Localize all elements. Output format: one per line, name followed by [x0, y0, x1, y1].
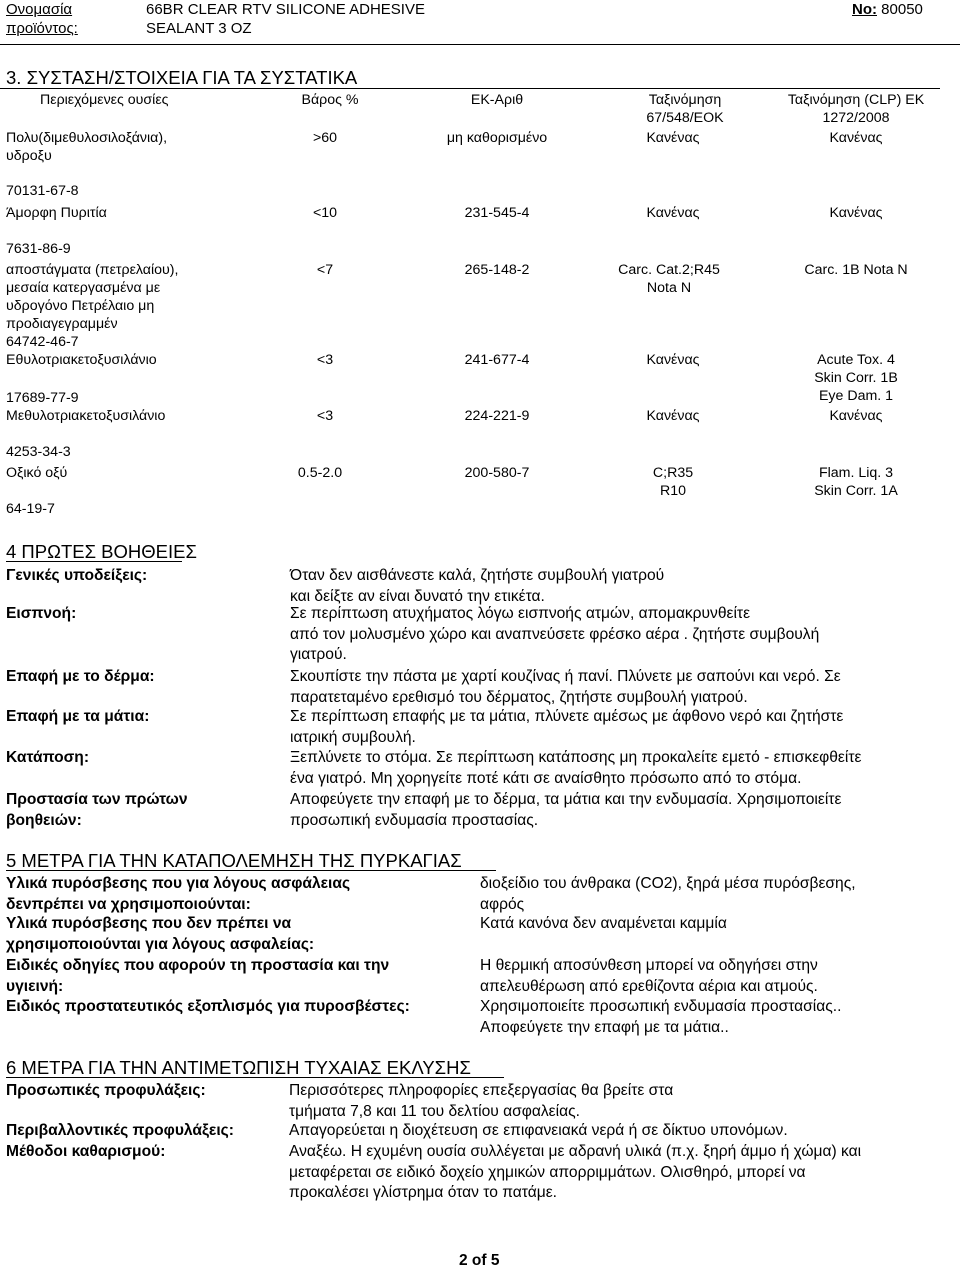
- table-row-name: Οξικό οξύ: [6, 465, 68, 481]
- cleanup-methods-label: Μέθοδοι καθαρισμού:: [6, 1143, 166, 1160]
- table-row-class1-b: Nota N: [646, 280, 692, 296]
- col-class1-b: 67/548/ΕΟΚ: [646, 110, 724, 126]
- first-aid-protection-text: Αποφεύγετε την επαφή με το δέρμα, τα μάτια και την ενδυμασία. Χρησιμοποιείτε προσωπική ενδυμασία προστασίας.: [290, 791, 842, 829]
- document-number: [852, 0, 923, 20]
- table-row-class1: C;R35: [652, 465, 694, 481]
- first-aid-general-label: Γενικές υποδείξεις:: [6, 567, 148, 584]
- table-row-cas: 64-19-7: [6, 501, 55, 517]
- table-row-name: μεσαία κατεργασμένα με: [6, 280, 161, 296]
- table-row-class2: Acute Tox. 4: [817, 352, 895, 368]
- first-aid-skin-text: Σκουπίστε την πάστα με χαρτί κουζίνας ή πανί. Πλύνετε με σαπούνι και νερό. Σε παρατεταμένο ερεθισμό του δέρματος, ζητήστε συμβουλή γιατρού.: [290, 668, 841, 706]
- table-row-name: αποστάγματα (πετρελαίου),: [6, 262, 179, 278]
- section5-title-underline: [6, 870, 496, 871]
- document-number-value: 80050: [881, 1, 923, 18]
- table-row-class2: Carc. 1B Nota N: [804, 262, 908, 278]
- first-aid-protection-label: Προστασία των πρώτων βοηθειών:: [6, 791, 188, 829]
- table-row-ec: 241-677-4: [464, 352, 530, 368]
- table-row-class2-c: Eye Dam. 1: [818, 388, 894, 404]
- table-row-class2: Κανένας: [829, 408, 883, 424]
- personal-precautions-text: Περισσότερες πληροφορίες επεξεργασίας θα βρείτε στα τμήματα 7,8 και 11 του δελτίου ασφαλείας.: [289, 1082, 674, 1120]
- table-row-cas: 17689-77-9: [6, 390, 79, 406]
- product-name-label-2: προϊόντος:: [6, 20, 78, 37]
- table-row-name: υδροξυ: [6, 148, 52, 164]
- section5-title: 5 ΜΕΤΡΑ ΓΙΑ ΤΗΝ ΚΑΤΑΠΟΛΕΜΗΣΗ ΤΗΣ ΠΥΡΚΑΓΙΑΣ: [6, 850, 462, 871]
- firefighter-equipment-label: Ειδικός προστατευτικός εξοπλισμός για πυροσβέστες:: [6, 998, 410, 1015]
- special-instructions-label: Ειδικές οδηγίες που αφορούν τη προστασία και την υγιεινή:: [6, 957, 390, 995]
- first-aid-ingestion-text: Ξεπλύνετε το στόμα. Σε περίπτωση κατάποσης μη προκαλείτε εμετό - επισκεφθείτε ένα γιατρό. Μη χορηγείτε ποτέ κάτι σε αναίσθητο πρόσωπο από το στόμα.: [290, 749, 862, 787]
- table-row-weight: <7: [316, 262, 334, 278]
- environmental-precautions-text: Απαγορεύεται η διοχέτευση σε επιφανειακά νερά ή σε δίκτυο υπονόμων.: [289, 1122, 788, 1139]
- table-row-class2: Κανένας: [829, 130, 883, 146]
- special-instructions-text: Η θερμική αποσύνθεση μπορεί να οδηγήσει στην απελευθέρωση από ερεθίζοντα αέρια και ατμούς.: [480, 957, 818, 995]
- table-row-ec: 200-580-7: [464, 465, 530, 481]
- unsuitable-extinguishing-text: Κατά κανόνα δεν αναμένεται καμμία: [480, 915, 727, 932]
- table-row-ec: μη καθορισμένο: [446, 130, 548, 146]
- first-aid-eyes-label: Επαφή με τα μάτια:: [6, 708, 150, 725]
- first-aid-skin-label: Επαφή με το δέρμα:: [6, 668, 155, 685]
- col-class1: Ταξινόμηση: [648, 92, 722, 108]
- section6-title-underline: [6, 1077, 504, 1078]
- firefighter-equipment-text: Χρησιμοποιείτε προσωπική ενδυμασία προστασίας.. Αποφεύγετε την επαφή με τα μάτια..: [480, 998, 842, 1036]
- col-weight: Βάρος %: [301, 92, 359, 108]
- table-row-class2: Flam. Liq. 3: [818, 465, 894, 481]
- table-row-weight: <3: [316, 352, 334, 368]
- table-row-cas: 70131-67-8: [6, 183, 79, 199]
- document-number-label: No:: [852, 1, 877, 18]
- table-row-cas: 7631-86-9: [6, 241, 71, 257]
- section3-title-divider: [0, 88, 940, 89]
- table-row-class2-b: Skin Corr. 1A: [814, 483, 898, 499]
- table-row-class1-b: R10: [659, 483, 687, 499]
- table-row-class1: Carc. Cat.2;R45: [618, 262, 720, 278]
- col-ec: ΕΚ-Αριθ: [470, 92, 524, 108]
- col-class2: Ταξινόμηση (CLP) ΕΚ: [787, 92, 925, 108]
- col-substance: Περιεχόμενες ουσίες: [40, 92, 169, 108]
- section6-title: 6 ΜΕΤΡΑ ΓΙΑ ΤΗΝ ΑΝΤΙΜΕΤΩΠΙΣΗ ΤΥΧΑΙΑΣ ΕΚΛΥΣΗΣ: [6, 1057, 471, 1078]
- table-row-ec: 224-221-9: [464, 408, 530, 424]
- first-aid-general-text: Όταν δεν αισθάνεστε καλά, ζητήστε συμβουλή γιατρού και δείξτε αν είναι δυνατό την ετικέτα.: [290, 567, 665, 605]
- section4-title-underline: [6, 561, 182, 562]
- first-aid-inhalation-text: Σε περίπτωση ατυχήματος λόγω εισπνοής ατμών, απομακρυνθείτε από τον μολυσμένο χώρο και αναπνεύσετε φρέσκο αέρα . ζητήστε συμβουλή γιατρού.: [290, 605, 820, 663]
- table-row-ec: 265-148-2: [464, 262, 530, 278]
- first-aid-inhalation-label: Εισπνοή:: [6, 605, 77, 622]
- table-row-name: Μεθυλοτριακετοξυσιλάνιο: [6, 408, 166, 424]
- product-name-2: SEALANT 3 OZ: [146, 20, 252, 37]
- table-row-class1: Κανένας: [646, 130, 700, 146]
- table-row-class1: Κανένας: [646, 352, 700, 368]
- table-row-class1: Κανένας: [646, 205, 700, 221]
- first-aid-ingestion-label: Κατάποση:: [6, 749, 90, 766]
- product-name: 66BR CLEAR RTV SILICONE ADHESIVE: [146, 1, 425, 18]
- header-divider: [0, 44, 960, 45]
- table-row-weight: >60: [312, 130, 338, 146]
- table-row-name: Πολυ(διμεθυλοσιλοξάνια),: [6, 130, 168, 146]
- table-row-name: Άμορφη Πυριτία: [6, 205, 107, 221]
- table-row-cas: 4253-34-3: [6, 444, 71, 460]
- table-row-class2: Κανένας: [829, 205, 883, 221]
- table-row-name: προδιαγεγραμμέν: [6, 316, 118, 332]
- col-class2-b: 1272/2008: [822, 110, 890, 126]
- suitable-extinguishing-label: Υλικά πυρόσβεσης που για λόγους ασφάλειας δενπρέπει να χρησιμοποιούνται:: [6, 875, 351, 913]
- environmental-precautions-label: Περιβαλλοντικές προφυλάξεις:: [6, 1122, 234, 1139]
- table-row-ec: 231-545-4: [464, 205, 530, 221]
- table-row-weight: <10: [312, 205, 338, 221]
- personal-precautions-label: Προσωπικές προφυλάξεις:: [6, 1082, 206, 1099]
- table-row-class1: Κανένας: [646, 408, 700, 424]
- section3-title: 3. ΣΥΣΤΑΣΗ/ΣΤΟΙΧΕΙΑ ΓΙΑ ΤΑ ΣΥΣΤΑΤΙΚΑ: [6, 67, 358, 88]
- table-row-name: υδρογόνο Πετρέλαιο μη: [6, 298, 155, 314]
- first-aid-eyes-text: Σε περίπτωση επαφής με τα μάτια, πλύνετε αμέσως με άφθονο νερό και ζητήστε ιατρική συμβουλή.: [290, 708, 844, 746]
- cleanup-methods-text: Αναξέω. Η εχυμένη ουσία συλλέγεται με αδρανή υλικά (π.χ. ξηρή άμμο ή χώμα) και μεταφέρεται σε ειδικό δοχείο χημικών απορριμμάτων. Ολισθηρό, μπορεί να προκαλέσει γλίστρημα όταν το πατάμε.: [289, 1143, 862, 1201]
- suitable-extinguishing-text: διοξείδιο του άνθρακα (CO2), ξηρά μέσα πυρόσβεσης, αφρός: [480, 875, 856, 913]
- product-name-label: Ονομασία: [6, 1, 73, 18]
- table-row-weight: 0.5-2.0: [297, 465, 343, 481]
- table-row-name: Εθυλοτριακετοξυσιλάνιο: [6, 352, 157, 368]
- table-row-cas: 64742-46-7: [6, 334, 79, 350]
- unsuitable-extinguishing-label: Υλικά πυρόσβεσης που δεν πρέπει να χρησιμοποιούνται για λόγους ασφαλείας:: [6, 915, 315, 953]
- table-row-weight: <3: [316, 408, 334, 424]
- table-row-class2-b: Skin Corr. 1B: [814, 370, 898, 386]
- page-number: 2 of 5: [459, 1252, 500, 1269]
- section4-title: 4 ΠΡΩΤΕΣ ΒΟΗΘΕΙΕΣ: [6, 541, 197, 562]
